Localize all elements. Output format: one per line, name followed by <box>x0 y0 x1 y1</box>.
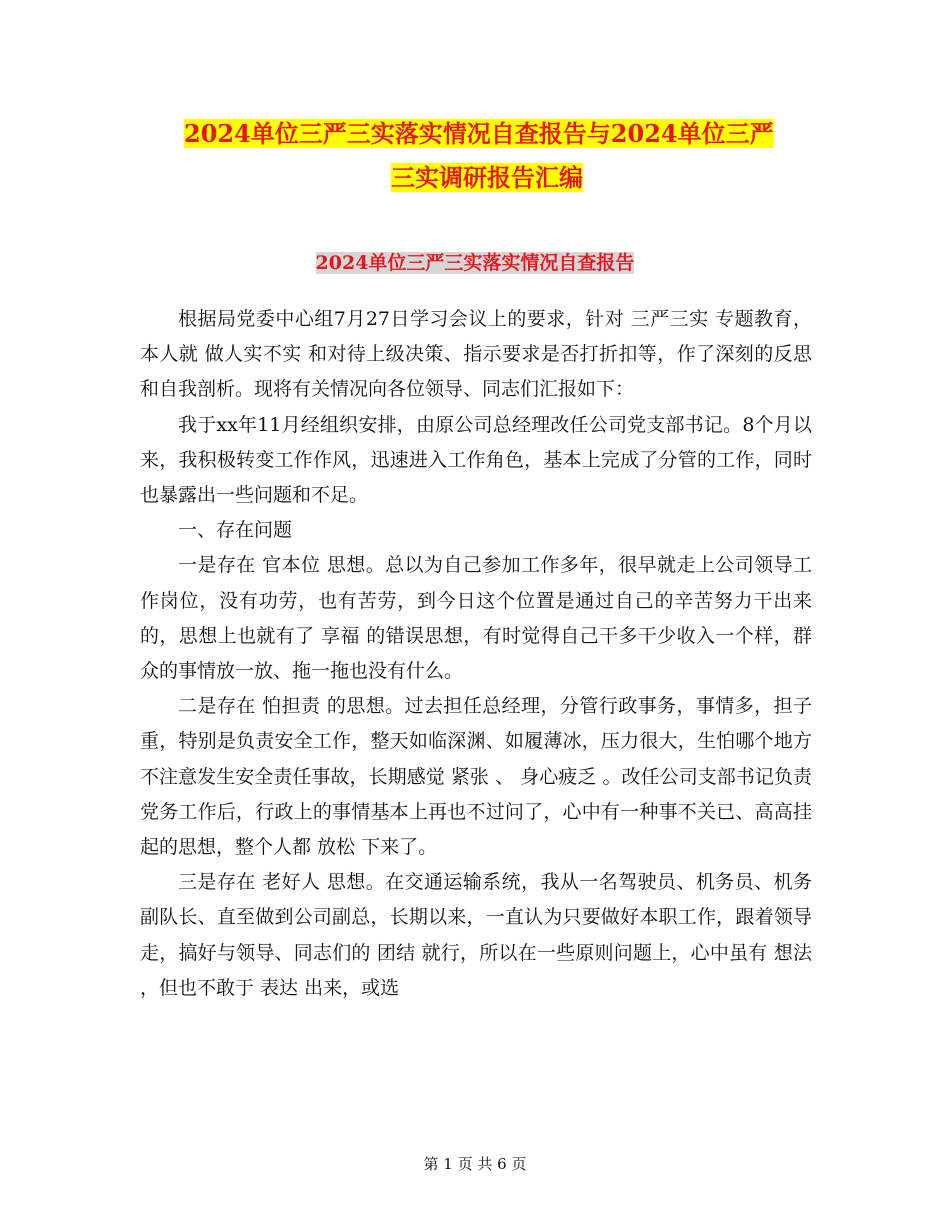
paragraph-problem-1: 一是存在 官本位 思想。总以为自己参加工作多年，很早就走上公司领导工作岗位，没有功劳，也有苦劳，到今日这个位置是通过自己的辛苦努力干出来的，思想上也就有了 享福 的错误思想，有时觉得自己干多干少收入一个样，群众的事情放一放、拖一拖也没有什么。 <box>140 554 812 683</box>
document-body <box>140 302 812 1006</box>
section-title <box>0 248 950 278</box>
title-line-2: 三实调研报告汇编 <box>391 163 583 192</box>
section-heading-problems: 一、存在问题 <box>178 519 293 542</box>
paragraph-background: 我于xx年11月经组织安排，由原公司总经理改任公司党支部书记。8个月以来，我积极转变工作作风，迅速进入工作角色，基本上完成了分管的工作，同时也暴露出一些问题和不足。 <box>140 413 812 507</box>
title-line-1: 2024单位三严三实落实情况自查报告与2024单位三严 <box>184 119 774 148</box>
section-title-text: 2024单位三严三实落实情况自查报告 <box>315 252 635 274</box>
paragraph-intro: 根据局党委中心组7月27日学习会议上的要求，针对 三严三实 专题教育，本人就 做人实不实 和对待上级决策、指示要求是否打折扣等，作了深刻的反思和自我剖析。现将有关情况向各位领导、同志们汇报如下： <box>140 308 812 401</box>
paragraph-problem-2: 二是存在 怕担责 的思想。过去担任总经理，分管行政事务，事情多，担子重，特别是负责安全工作，整天如临深渊、如履薄冰，压力很大，生怕哪个地方不注意发生安全责任事故，长期感觉 紧张 、 身心疲乏 。改任公司支部书记负责党务工作后，行政上的事情基本上再也不过问了，心中有一种事不关已、高高挂起的思想，整个人都 放松 下来了。 <box>140 695 812 859</box>
document-title <box>140 112 830 200</box>
paragraph-problem-3: 三是存在 老好人 思想。在交通运输系统，我从一名驾驶员、机务员、机务副队长、直至做到公司副总，长期以来，一直认为只要做好本职工作，跟着领导走，搞好与领导、同志们的 团结 就行，所以在一些原则问题上，心中虽有 想法 ，但也不敢于 表达 出来，或选 <box>140 871 812 999</box>
page-footer: 第 1 页 共 6 页 <box>423 1155 527 1173</box>
